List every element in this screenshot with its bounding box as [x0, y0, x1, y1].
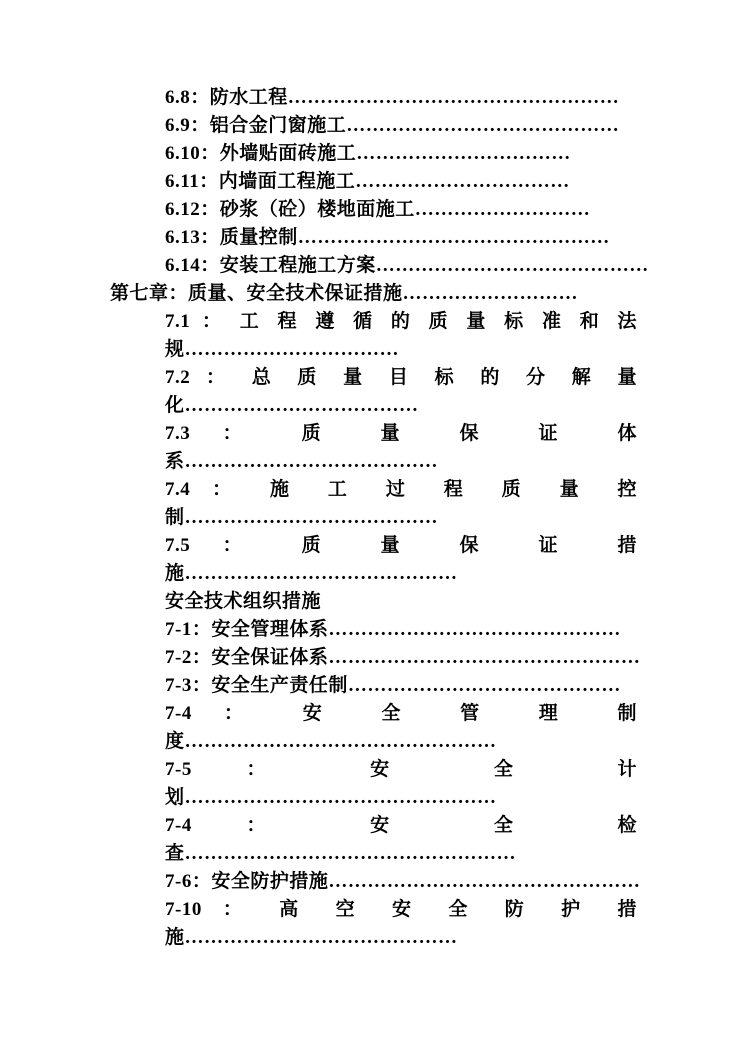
toc-line: 6.9：铝合金门窗施工……………………………………	[165, 115, 620, 136]
toc-line: 施……………………………………	[165, 563, 458, 584]
toc-line: 6.10：外墙贴面砖施工……………………………	[165, 143, 571, 164]
toc-line: 7-5 ： 安 全 计	[165, 759, 637, 780]
toc-line: 化………………………………	[165, 395, 419, 416]
toc-line: 7-10 ： 高 空 安 全 防 护 措	[165, 899, 637, 920]
toc-line: 查……………………………………………	[165, 843, 517, 864]
toc-line: 7-4 ： 安 全 管 理 制	[165, 703, 637, 724]
toc-line: 施……………………………………	[165, 927, 458, 948]
toc-line: 7-3：安全生产责任制……………………………………	[165, 675, 621, 696]
toc-line: 系…………………………………	[165, 451, 439, 472]
toc-line: 7.1 ： 工 程 遵 循 的 质 量 标 准 和 法	[165, 311, 637, 332]
toc-line: 划…………………………………………	[165, 787, 497, 808]
toc-line: 6.14：安装工程施工方案……………………………………	[165, 255, 649, 276]
toc-line: 7-2：安全保证体系…………………………………………	[165, 647, 641, 668]
toc-line: 6.12：砂浆（砼）楼地面施工………………………	[165, 199, 591, 220]
toc-line: 7.5 ： 质 量 保 证 措	[165, 535, 637, 556]
toc-line: 第七章：质量、安全技术保证措施………………………	[110, 283, 579, 304]
toc-line: 7.2 ： 总 质 量 目 标 的 分 解 量	[165, 367, 637, 388]
toc-line: 7-4 ： 安 全 检	[165, 815, 637, 836]
toc-line: 7.4 ： 施 工 过 程 质 量 控	[165, 479, 637, 500]
toc-line: 规……………………………	[165, 339, 400, 360]
toc-line: 6.11：内墙面工程施工……………………………	[165, 171, 570, 192]
toc-line: 安全技术组织措施	[165, 591, 322, 612]
document-body	[0, 84, 744, 952]
toc-line: 7-1：安全管理体系………………………………………	[165, 619, 621, 640]
toc-line: 制…………………………………	[165, 507, 439, 528]
toc-line: 6.8：防水工程……………………………………………	[165, 87, 620, 108]
toc-line: 度…………………………………………	[165, 731, 497, 752]
toc-line: 7-6：安全防护措施…………………………………………	[165, 871, 641, 892]
toc-line: 6.13：质量控制…………………………………………	[165, 227, 610, 248]
toc-line: 7.3 ： 质 量 保 证 体	[165, 423, 637, 444]
